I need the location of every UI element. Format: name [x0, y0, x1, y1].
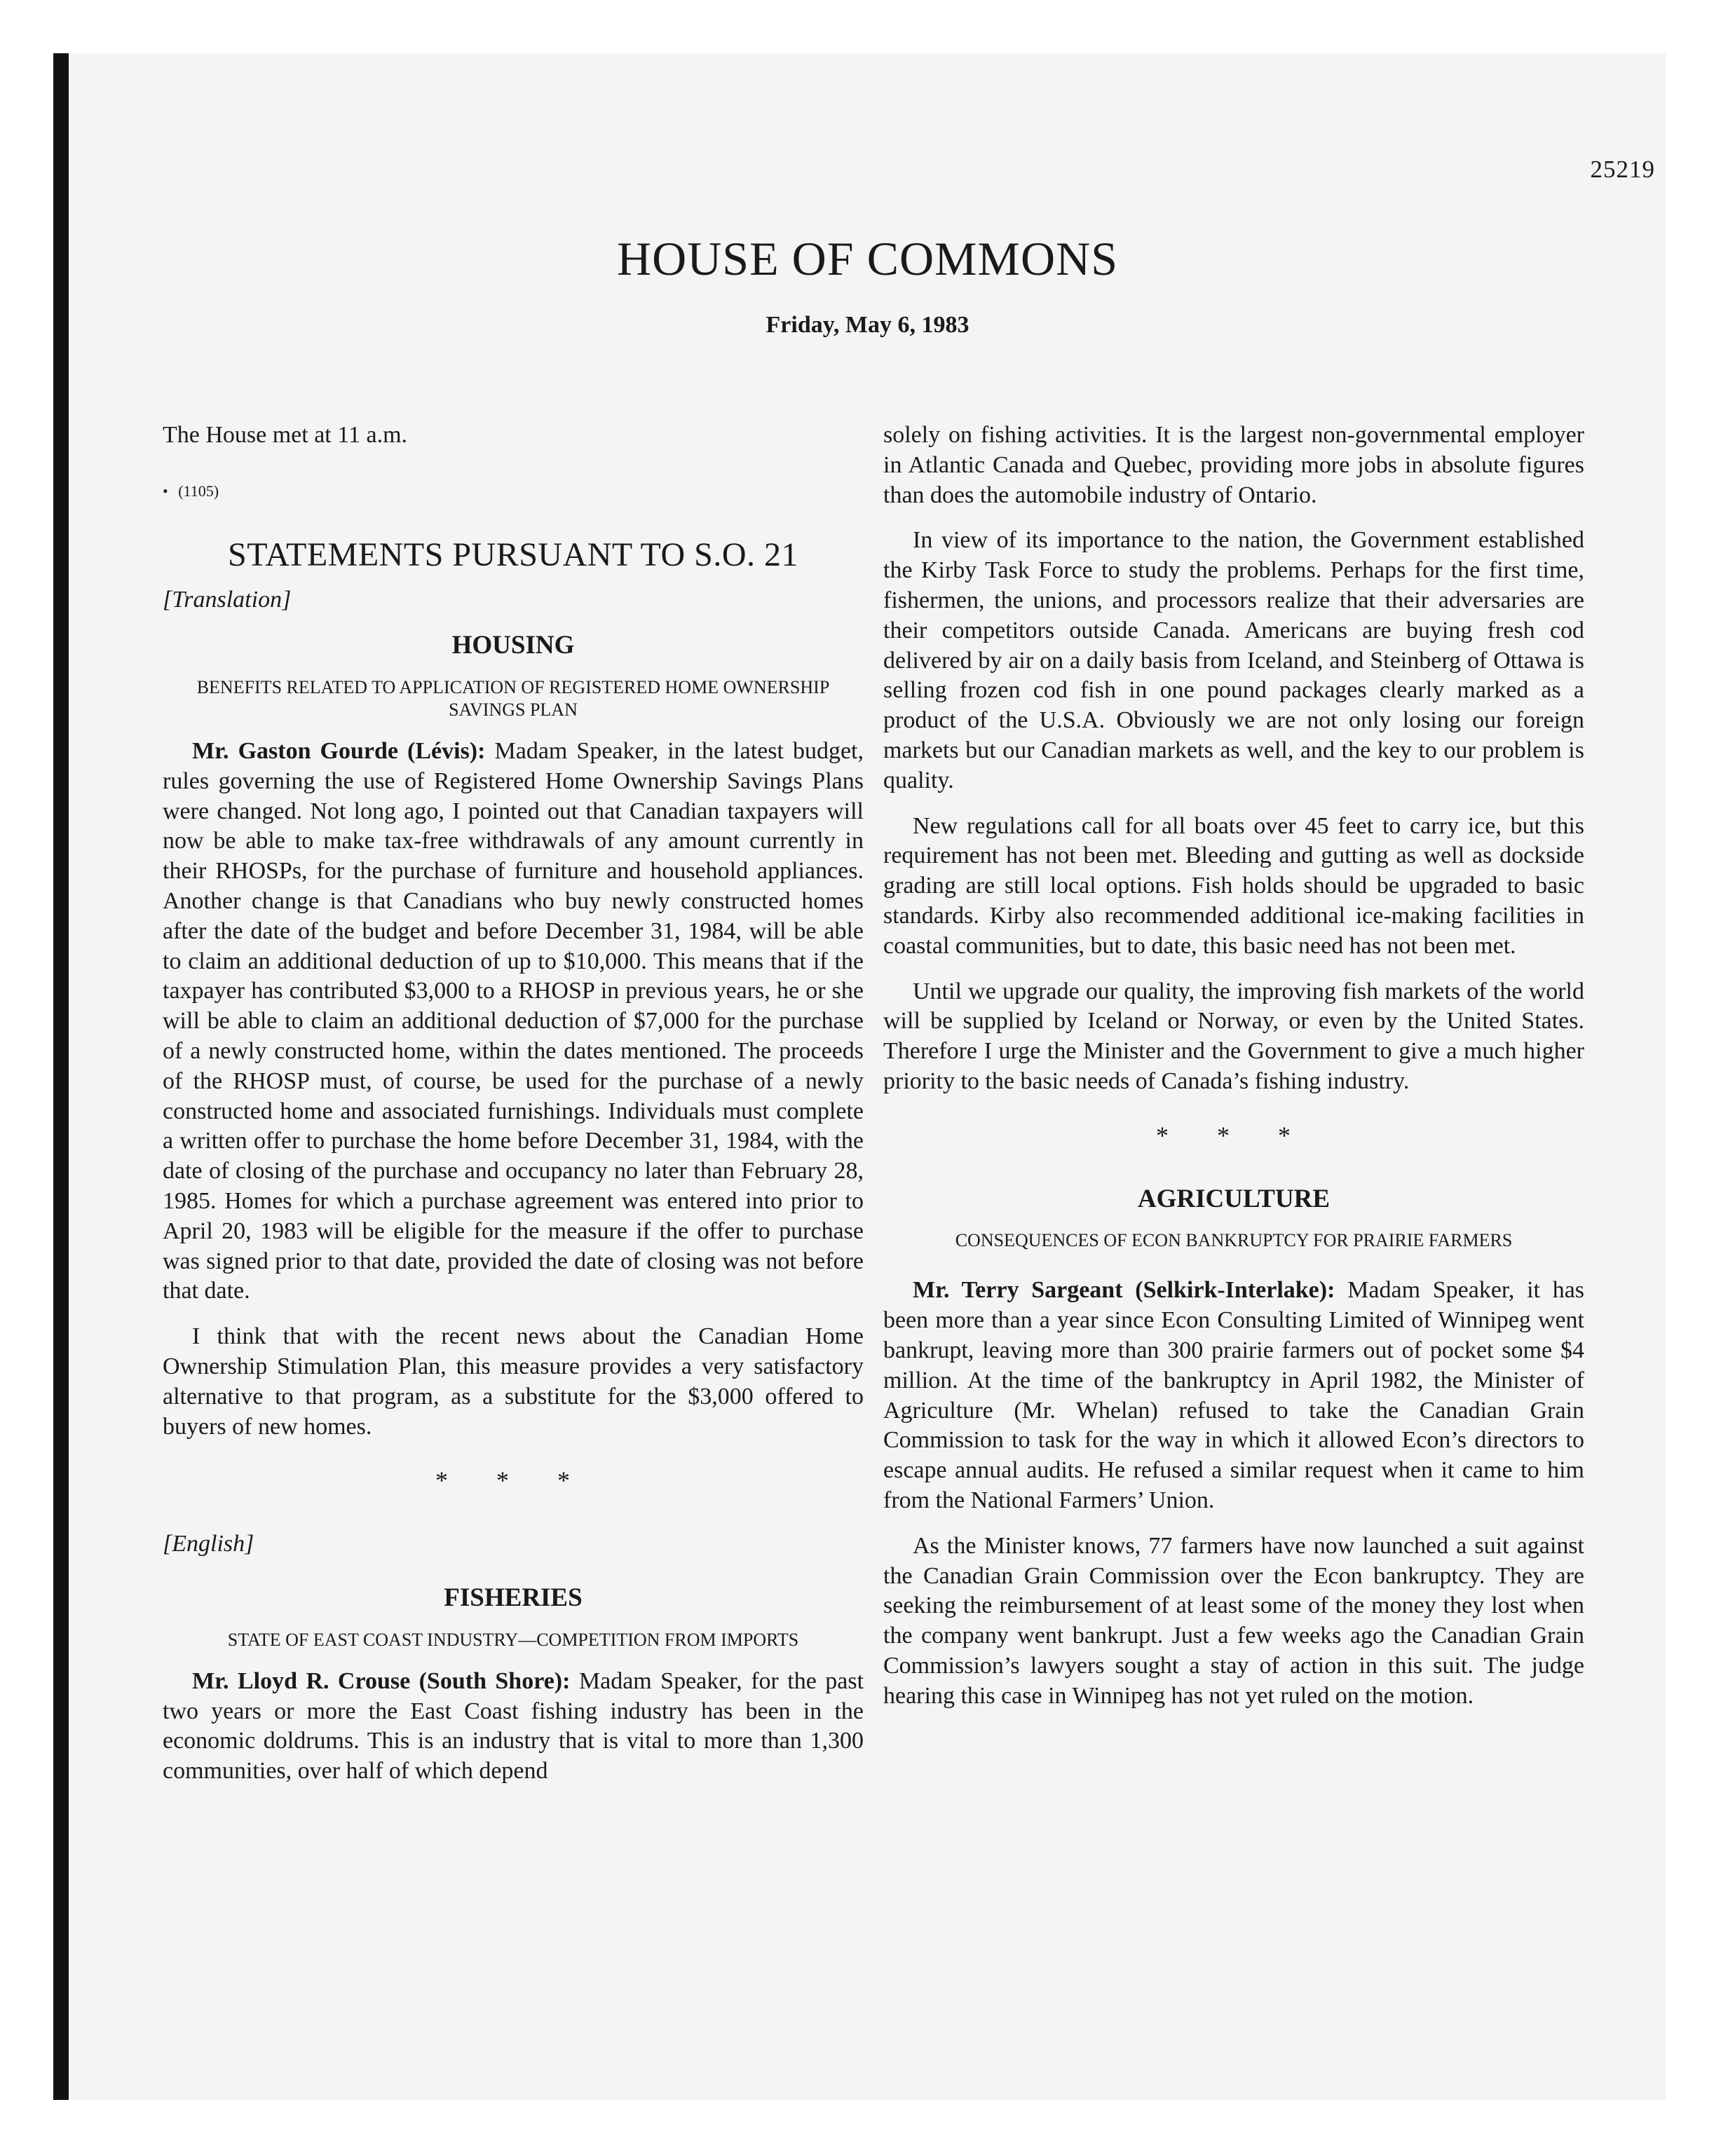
agriculture-subtitle: CONSEQUENCES OF ECON BANKRUPTCY FOR PRAIRIE FARMERS	[955, 1230, 1513, 1251]
house-met-line: The House met at 11 a.m.	[163, 422, 408, 448]
agriculture-statement	[883, 1276, 1584, 1515]
bullet-icon: •	[163, 482, 168, 500]
housing-para-1: Madam Speaker, in the latest budget, rules governing the use of Registered Home Ownership Savings Plans were changed. Not long ago, I pointed out that Canadian taxpayers will now be able to make tax-free withdrawals of any amount currently in their RHOSPs, for the purchase of furniture and household appliances. Another change is that Canadians who buy newly constructed homes after the date of the budget and before December 31, 1984, will be able to claim an additional deduction of up to $10,000. This means that if the taxpayer has contributed $3,000 to a RHOSP in previous years, he or she will be able to claim an additional deduction of $7,000 for the purchase of a newly constructed home, within the dates mentioned. The proceeds of the RHOSP must, of course, be used for the purchase of a newly constructed home and associated furnishings. Individuals must complete a written offer to purchase the home before December 31, 1984, with the date of closing of the purchase and occupancy no later than February 28, 1985. Homes for which a purchase agreement was entered into prior to April 20, 1983 will be eligible for the measure if the offer to purchase was signed prior to that date, provided the date of closing was not before that date.	[163, 737, 864, 1304]
sitting-date: Friday, May 6, 1983	[766, 312, 969, 338]
time-mark: (1105)	[178, 482, 219, 500]
fisheries-statement	[163, 1667, 864, 1787]
page-binding-edge	[53, 53, 69, 2100]
housing-subject: HOUSING	[451, 631, 575, 660]
fisheries-subject: FISHERIES	[444, 1583, 583, 1612]
housing-subtitle: BENEFITS RELATED TO APPLICATION OF REGISTERED HOME OWNERSHIP SAVINGS PLAN	[196, 676, 830, 720]
speaker-name: Mr. Terry Sargeant (Selkirk-Interlake):	[913, 1277, 1335, 1304]
fisheries-para-1: Madam Speaker, for the past two years or more the East Coast fishing industry has been in the economic doldrums. This is an industry that is vital to more than 1,300 communities, over half of which depend	[163, 1667, 864, 1785]
fisheries-para-1-cont: solely on fishing activities. It is the largest non-governmental employer in Atlantic Canada and Quebec, providing more jobs in absolute figures than does the automobile industry of Ontario.	[883, 422, 1584, 508]
speaker-name: Mr. Lloyd R. Crouse (South Shore):	[192, 1667, 571, 1694]
translation-tag: [Translation]	[163, 587, 292, 613]
section-heading: STATEMENTS PURSUANT TO S.O. 21	[228, 535, 798, 573]
section-separator: * * *	[1156, 1121, 1312, 1149]
agriculture-subject: AGRICULTURE	[1137, 1184, 1331, 1213]
page-title: HOUSE OF COMMONS	[616, 232, 1119, 285]
right-column	[883, 421, 1584, 1711]
section-separator: * * *	[435, 1466, 591, 1495]
fisheries-para-4: Until we upgrade our quality, the improving fish markets of the world will be supplied by Iceland or Norway, or even by the United States. Therefore I urge the Minister and the Government to give a much higher priority to the basic needs of Canada’s fishing industry.	[883, 978, 1584, 1094]
housing-statement	[163, 737, 864, 1306]
fisheries-para-3: New regulations call for all boats over 45 feet to carry ice, but this requirement has not been met. Bleeding and gutting as well as dockside grading are still local options. Fish holds should be upgraded to basic standards. Kirby also recommended additional ice-making facilities in coastal communities, but to date, this basic need has not been met.	[883, 812, 1584, 959]
fisheries-para-2: In view of its importance to the nation, the Government established the Kirby Task Force to study the problems. Perhaps for the first time, fishermen, the unions, and processors realize that their adversaries are their competitors outside Canada. Americans are buying fresh cod delivered by air on a daily basis from Iceland, and Steinberg of Ottawa is selling frozen cod fish in one pound packages clearly marked as a product of the U.S.A. Obviously we are not only losing our foreign markets but our Canadian markets as well, and the key to our problem is quality.	[883, 527, 1584, 793]
time-marker	[163, 475, 864, 507]
speaker-name: Mr. Gaston Gourde (Lévis):	[192, 737, 486, 764]
left-column	[163, 421, 864, 1787]
agriculture-para-2: As the Minister knows, 77 farmers have now launched a suit against the Canadian Grain Commission over the Econ bankruptcy. They are seeking the reimbursement of at least some of the money they lost when the company went bankrupt. Just a few weeks ago the Canadian Grain Commission’s lawyers sought a stay of action in this suit. The judge hearing this case in Winnipeg has not yet ruled on the motion.	[883, 1532, 1584, 1709]
agriculture-para-1: Madam Speaker, it has been more than a year since Econ Consulting Limited of Winnipeg went bankrupt, leaving more than 300 prairie farmers out of pocket some $4 million. At the time of the bankruptcy in April 1982, the Minister of Agriculture (Mr. Whelan) refused to take the Canadian Grain Commission to task for the way in which it allowed Econ’s directors to escape annual audits. He refused a similar request when it came to him from the National Farmers’ Union.	[883, 1277, 1585, 1513]
english-tag: [English]	[163, 1531, 254, 1557]
fisheries-subtitle: STATE OF EAST COAST INDUSTRY—COMPETITION FROM IMPORTS	[227, 1629, 799, 1650]
housing-para-2: I think that with the recent news about the Canadian Home Ownership Stimulation Plan, this measure provides a very satisfactory alternative to that program, as a substitute for the $3,000 offered to buyers of new homes.	[163, 1323, 864, 1440]
page-number: 25219	[1590, 156, 1655, 183]
